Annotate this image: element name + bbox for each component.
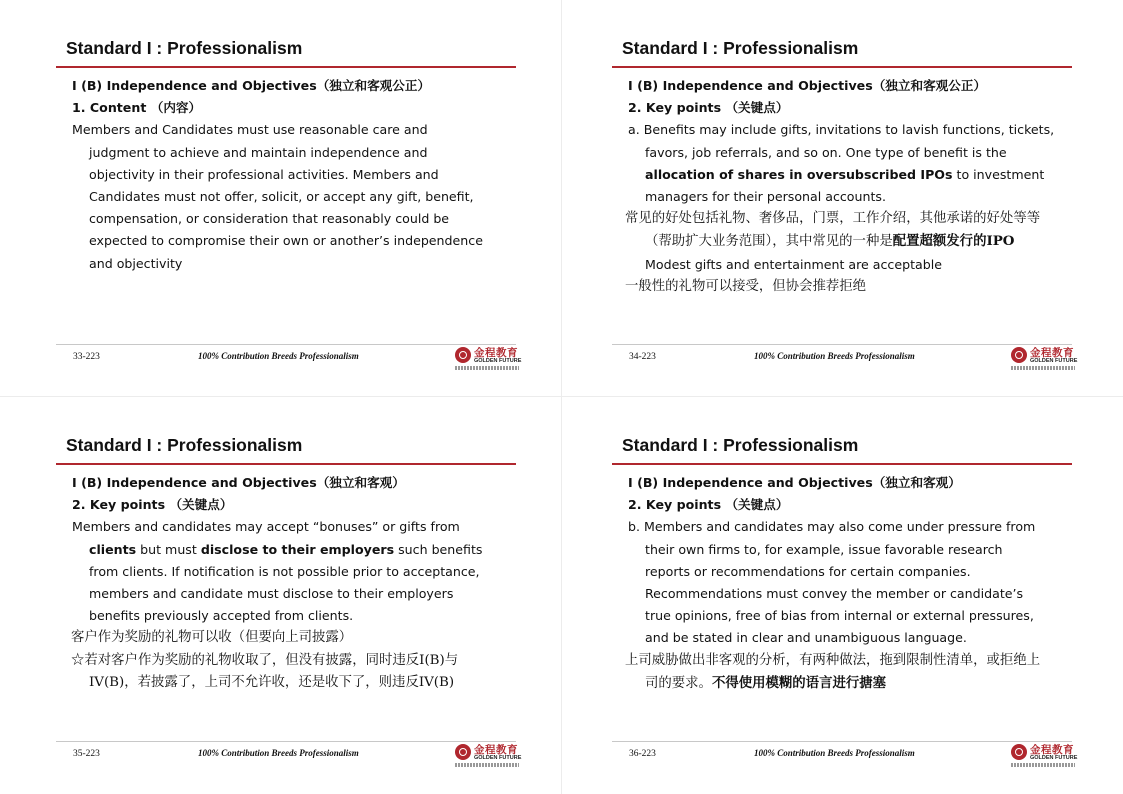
cn-note-1-text: 常见的好处包括礼物、奢侈品，门票，工作介绍，其他承诺的好处等等（帮助扩大业务范围），其中常见的一种是 — [625, 211, 1041, 250]
page-number: 35-223 — [73, 749, 100, 759]
slide-body — [72, 75, 492, 275]
logo-underline — [1011, 763, 1075, 767]
slide-title: Standard I : Professionalism — [66, 435, 303, 455]
page-number: 36-223 — [629, 749, 656, 759]
golden-future-logo — [455, 345, 522, 373]
para-text-1: Members and candidates may accept “bonuses” or gifts from — [72, 519, 460, 535]
cn-note-1: 客户作为奖励的礼物可以收（但要向上司披露） — [71, 630, 353, 646]
cn-note-1-text: 上司威胁做出非客观的分析，有两种做法，拖到限制性清单，或拒绝上司的要求。 — [625, 652, 1041, 691]
footer-rule — [612, 741, 1072, 742]
golden-future-logo — [1011, 742, 1078, 770]
title-rule — [56, 66, 516, 68]
golden-future-logo — [455, 742, 522, 770]
slide-36 — [562, 397, 1117, 789]
key-point-b: b. Members and candidates may also come under pressure from their own firms to, for example, issue favorable research reports or recommendations for certain companies. Recommendations must convey the member or candidate’s true opinions, free of bias from internal or external pressures, and be stated in clear and unambiguous language. — [628, 519, 1036, 646]
logo-mark-icon — [1011, 744, 1027, 760]
title-rule — [612, 463, 1072, 465]
key-point-a-bold: allocation of shares in oversubscribed IPOs — [645, 166, 953, 182]
section-heading: I (B) Independence and Objectives（独立和客观） — [72, 475, 405, 490]
slide-title: Standard I : Professionalism — [622, 38, 859, 58]
logo-underline — [455, 366, 519, 370]
slide-34 — [562, 0, 1117, 392]
logo-underline — [455, 763, 519, 767]
logo-en-text: GOLDEN FUTURE — [1030, 358, 1078, 364]
key-point-a-text-2: to investment managers for their personal accounts. — [645, 166, 1045, 205]
footer-motto: 100% Contribution Breeds Professionalism — [198, 351, 359, 361]
logo-cn-text: 金程教育 — [1030, 347, 1074, 359]
cn-note-2: 一般性的礼物可以接受，但协会推荐拒绝 — [625, 278, 867, 294]
cn-note-1-bold: 配置超额发行的IPO — [892, 233, 1015, 250]
para-text-3: such benefits from clients. If notification is not possible prior to acceptance, members and candidate must disclose to their employers benefits previously accepted from clients. — [89, 541, 483, 624]
section-heading: I (B) Independence and Objectives（独立和客观公正） — [72, 78, 431, 93]
golden-future-logo — [1011, 345, 1078, 373]
content-paragraph: Members and Candidates must use reasonable care and judgment to achieve and maintain independence and objectivity in their professional activities. Members and Candidates must not offer, solicit, or accept any gift, benefit, compensation, or consideration that reasonably could be expected to compromise their own or another’s independence and objectivity — [72, 122, 483, 271]
en-note-2: Modest gifts and entertainment are acceptable — [645, 256, 942, 272]
logo-cn-text: 金程教育 — [1030, 744, 1074, 756]
title-rule — [612, 66, 1072, 68]
section-heading: I (B) Independence and Objectives（独立和客观公正） — [628, 78, 987, 93]
slide-title: Standard I : Professionalism — [622, 435, 859, 455]
cn-note-1-bold: 不得使用模糊的语言进行搪塞 — [711, 674, 887, 691]
cn-note-1 — [625, 650, 1043, 695]
logo-mark-icon — [1011, 347, 1027, 363]
footer-motto: 100% Contribution Breeds Professionalism — [754, 351, 915, 361]
cn-note-1 — [625, 208, 1058, 253]
logo-underline — [1011, 366, 1075, 370]
content-paragraph — [72, 516, 497, 627]
slide-body — [72, 472, 497, 694]
slide-35 — [6, 397, 561, 789]
para-bold-disclose: disclose to their employers — [200, 541, 395, 557]
slide-33 — [6, 0, 561, 392]
logo-en-text: GOLDEN FUTURE — [1030, 755, 1078, 761]
slide-body — [625, 75, 1058, 298]
logo-cn-text: 金程教育 — [474, 744, 518, 756]
logo-mark-icon — [455, 347, 471, 363]
title-rule — [56, 463, 516, 465]
cn-note-2: ☆若对客户作为奖励的礼物收取了，但没有披露，同时违反I(B)与IV(B)，若披露了，上司不允许收，还是收下了，则违反IV(B) — [71, 652, 459, 690]
section-subheading: 2. Key points （关键点） — [628, 100, 789, 116]
slide-title: Standard I : Professionalism — [66, 38, 303, 58]
section-subheading: 2. Key points （关键点） — [72, 497, 233, 513]
para-bold-clients: clients — [89, 541, 137, 557]
footer-rule — [612, 344, 1072, 345]
key-point-a-text-1: a. Benefits may include gifts, invitations to lavish functions, tickets, favors, job referrals, and so on. One type of benefit is the — [628, 122, 1055, 160]
logo-en-text: GOLDEN FUTURE — [474, 358, 522, 364]
section-heading: I (B) Independence and Objectives（独立和客观） — [628, 475, 961, 490]
page-number: 34-223 — [629, 352, 656, 362]
section-subheading: 2. Key points （关键点） — [628, 497, 789, 513]
footer-rule — [56, 344, 516, 345]
section-subheading: 1. Content （内容） — [72, 100, 202, 116]
para-text-2: but must — [136, 541, 201, 557]
key-point-a — [628, 119, 1058, 208]
logo-mark-icon — [455, 744, 471, 760]
logo-en-text: GOLDEN FUTURE — [474, 755, 522, 761]
footer-rule — [56, 741, 516, 742]
slide-body — [625, 472, 1043, 695]
footer-motto: 100% Contribution Breeds Professionalism — [754, 748, 915, 758]
footer-motto: 100% Contribution Breeds Professionalism — [198, 748, 359, 758]
logo-cn-text: 金程教育 — [474, 347, 518, 359]
page-number: 33-223 — [73, 352, 100, 362]
